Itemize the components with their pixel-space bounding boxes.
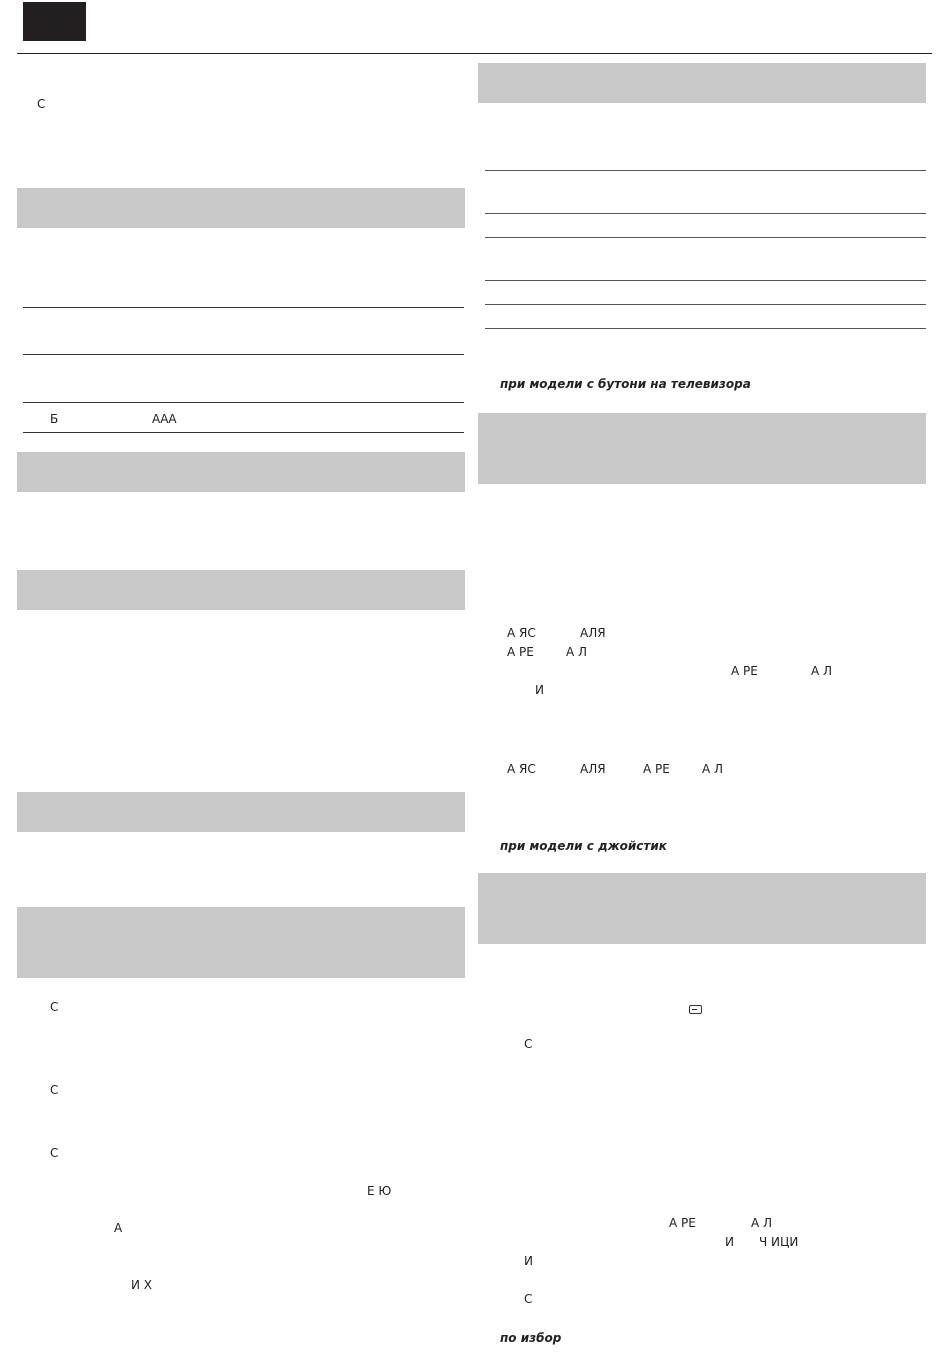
text-fragment: С (37, 97, 46, 111)
text-fragment: А РЕ (507, 645, 534, 659)
text-fragment: А РЕ (643, 762, 670, 776)
text-fragment: И (725, 1235, 734, 1249)
header-divider (17, 53, 932, 54)
note-tv-buttons: при модели с бутони на телевизора (500, 377, 751, 391)
table-rule (485, 237, 926, 238)
text-fragment: С (524, 1292, 533, 1306)
section-heading-band (17, 188, 465, 228)
table-rule (23, 307, 464, 308)
section-heading-band (17, 570, 465, 610)
text-fragment: А ЯС (507, 762, 536, 776)
text-fragment: С (50, 1146, 59, 1160)
text-fragment: А Л (566, 645, 588, 659)
text-fragment: А Л (811, 664, 833, 678)
brand-logo-block (23, 2, 86, 41)
text-fragment: АЛЯ (580, 626, 606, 640)
text-fragment: А РЕ (731, 664, 758, 678)
text-fragment: Ч ИЦИ (759, 1235, 799, 1249)
table-rule (23, 354, 464, 355)
text-fragment: С (50, 1083, 59, 1097)
text-fragment: С (50, 1000, 59, 1014)
table-rule (485, 280, 926, 281)
section-heading-band (478, 873, 926, 944)
section-heading-band (478, 413, 926, 484)
text-fragment: А Л (702, 762, 724, 776)
battery-label: Б (50, 412, 59, 426)
note-optional: по избор (500, 1331, 562, 1345)
text-fragment: С (524, 1037, 533, 1051)
table-rule (23, 432, 464, 433)
table-rule (23, 402, 464, 403)
text-fragment: А Л (751, 1216, 773, 1230)
text-fragment: И (524, 1254, 533, 1268)
text-fragment: И Х (131, 1278, 153, 1292)
text-fragment: А РЕ (669, 1216, 696, 1230)
text-fragment: И (535, 683, 544, 697)
text-fragment: А (114, 1221, 123, 1235)
input-source-icon (689, 1005, 702, 1014)
section-heading-band (478, 63, 926, 103)
text-fragment: АЛЯ (580, 762, 606, 776)
table-rule (485, 213, 926, 214)
section-heading-band (17, 792, 465, 832)
battery-type: ААА (152, 412, 177, 426)
note-joystick: при модели с джойстик (500, 839, 667, 853)
table-rule (485, 170, 926, 171)
table-rule (485, 304, 926, 305)
text-fragment: А ЯС (507, 626, 536, 640)
section-heading-band (17, 452, 465, 492)
text-fragment: Е Ю (367, 1184, 392, 1198)
section-heading-band (17, 907, 465, 978)
table-rule (485, 328, 926, 329)
